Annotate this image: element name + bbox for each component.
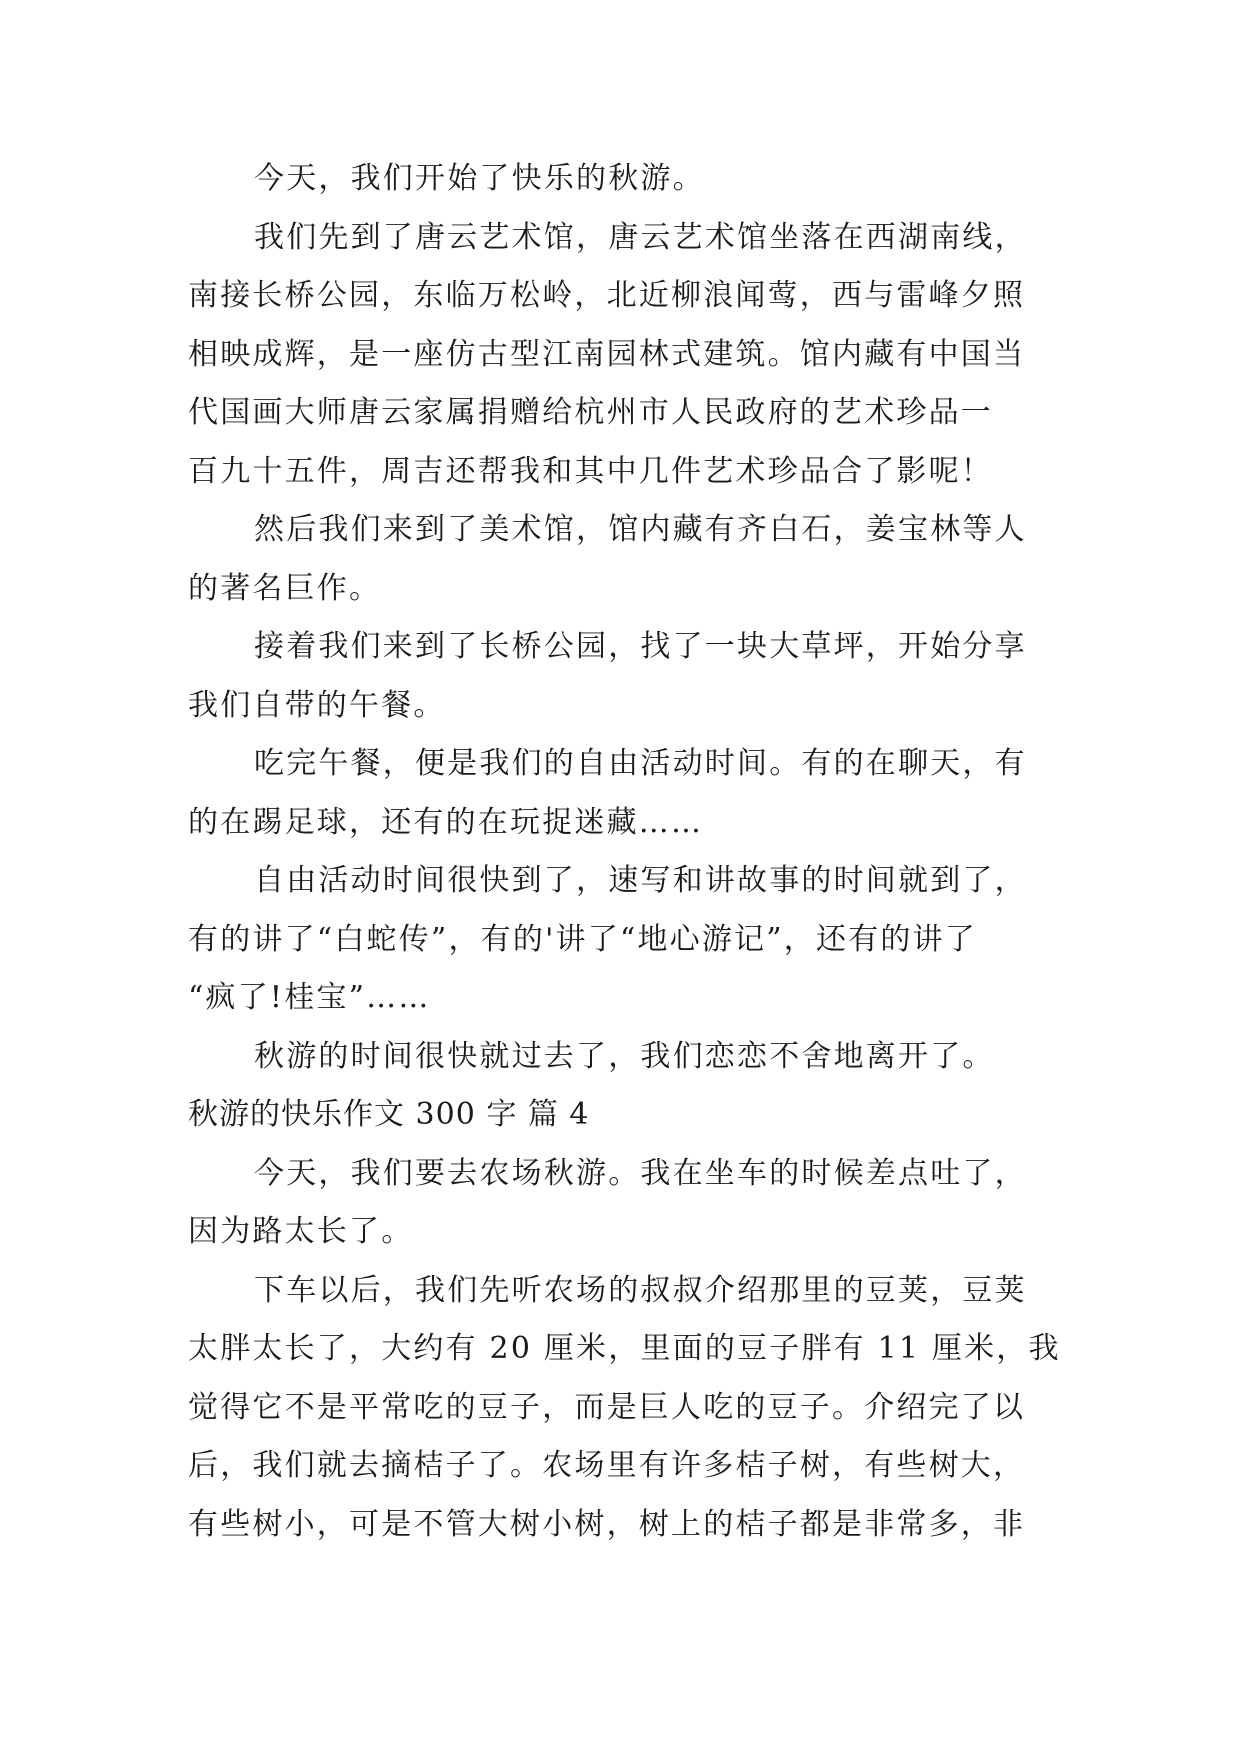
paragraph-line: 秋游的时间很快就过去了，我们恋恋不舍地离开了。 — [254, 1038, 995, 1074]
essay-body — [188, 150, 1061, 1554]
paragraph-line: 后，我们就去摘桔子了。农场里有许多桔子树，有些树大， — [188, 1448, 1026, 1483]
paragraph-line: 自由活动时间很快到了，速写和讲故事的时间就到了， — [254, 863, 1027, 898]
paragraph-line: 下车以后，我们先听农场的叔叔介绍那里的豆荚，豆荚 — [254, 1272, 1027, 1308]
paragraph-line: 今天，我们要去农场秋游。我在坐车的时候差点吐了， — [254, 1155, 1027, 1191]
paragraph-line: 相映成辉，是一座仿古型江南园林式建筑。馆内藏有中国当 — [188, 336, 1026, 372]
paragraph-line: 今天，我们开始了快乐的秋游。 — [254, 161, 705, 196]
paragraph-line: 南接长桥公园，东临万松岭，北近柳浪闻莺，西与雷峰夕照 — [188, 278, 1026, 313]
paragraph-line: 百九十五件，周吉还帮我和其中几件艺术珍品合了影呢！ — [188, 453, 993, 489]
paragraph-line: 吃完午餐，便是我们的自由活动时间。有的在聊天，有 — [254, 746, 1027, 781]
paragraph-line: 我们自带的午餐。 — [188, 687, 446, 723]
paragraph-line: 有些树小，可是不管大树小树，树上的桔子都是非常多，非 — [188, 1506, 1026, 1542]
paragraph-line: 的在踢足球，还有的在玩捉迷藏…… — [188, 804, 704, 840]
paragraph-line: 有的讲了“白蛇传”，有的'讲了“地心游记”，还有的讲了 — [188, 921, 977, 957]
paragraph-line: 的著名巨作。 — [188, 570, 382, 606]
paragraph-line: 觉得它不是平常吃的豆子，而是巨人吃的豆子。介绍完了以 — [188, 1389, 1026, 1425]
paragraph-line: “疯了!桂宝”…… — [188, 980, 431, 1015]
paragraph-line: 接着我们来到了长桥公园，找了一块大草坪，开始分享 — [254, 629, 1027, 664]
paragraph-line: 太胖太长了，大约有 20 厘米，里面的豆子胖有 11 厘米，我 — [188, 1331, 1061, 1366]
paragraph-line: 因为路太长了。 — [188, 1214, 414, 1249]
paragraph-line: 我们先到了唐云艺术馆，唐云艺术馆坐落在西湖南线， — [254, 219, 1027, 255]
paragraph-line: 代国画大师唐云家属捐赠给杭州市人民政府的艺术珍品一 — [188, 395, 993, 430]
paragraph-line: 然后我们来到了美术馆，馆内藏有齐白石，姜宝林等人 — [254, 512, 1027, 547]
section-heading: 秋游的快乐作文 300 字 篇 4 — [188, 1097, 590, 1132]
